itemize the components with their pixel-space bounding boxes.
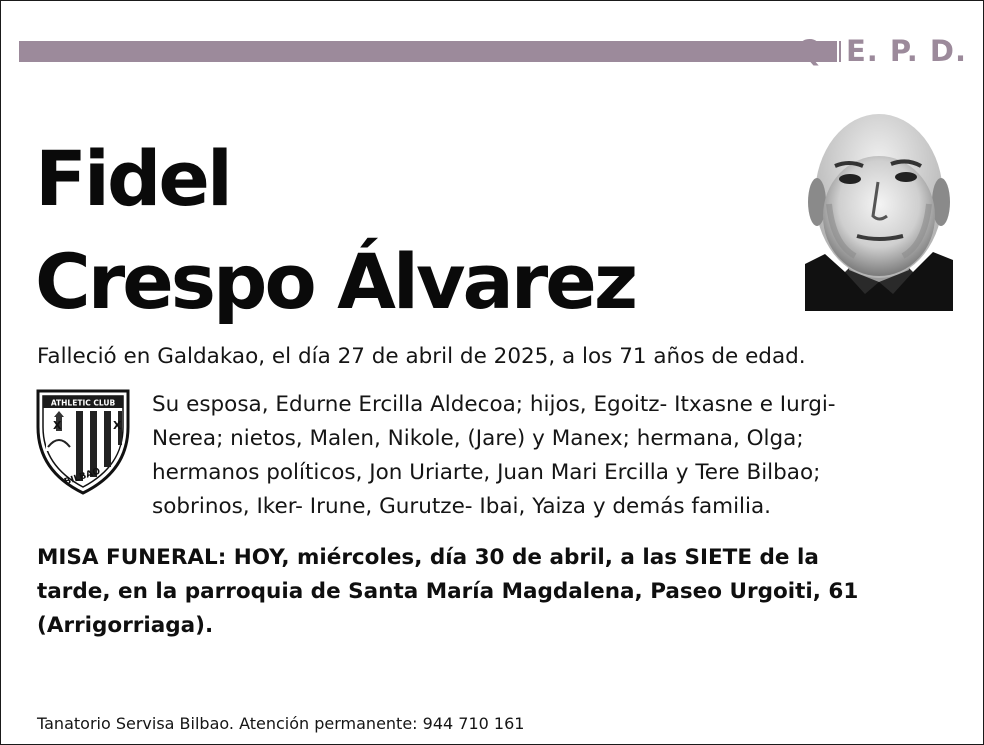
funeral-mass-info xyxy=(37,541,937,643)
funeral-line: tarde, en la parroquia de Santa María Magdalena, Paseo Urgoiti, 61 xyxy=(37,579,859,604)
family-list xyxy=(152,388,952,524)
family-line: Nerea; nietos, Malen, Nikole, (Jare) y Manex; hermana, Olga; xyxy=(152,426,804,451)
family-line: hermanos políticos, Jon Uriarte, Juan Mari Ercilla y Tere Bilbao; xyxy=(152,460,821,485)
athletic-club-crest-icon xyxy=(34,387,132,497)
death-notice: Falleció en Galdakao, el día 27 de abril de 2025, a los 71 años de edad. xyxy=(37,344,806,369)
svg-text:X: X xyxy=(113,419,122,432)
funeral-line: MISA FUNERAL: HOY, miércoles, día 30 de abril, a las SIETE de la xyxy=(37,545,819,570)
qepd-label: Q. E. P. D. xyxy=(797,34,967,68)
portrait-photo-icon xyxy=(805,104,953,311)
family-line: Su esposa, Edurne Ercilla Aldecoa; hijos, Egoitz- Itxasne e Iurgi- xyxy=(152,392,836,417)
crest-city: BILBAO xyxy=(63,466,102,488)
header-bar xyxy=(19,41,837,62)
family-line: sobrinos, Iker- Irune, Gurutze- Ibai, Yaiza y demás familia. xyxy=(152,494,772,519)
funeral-home-contact: Tanatorio Servisa Bilbao. Atención permanente: 944 710 161 xyxy=(37,714,525,733)
surnames: Crespo Álvarez xyxy=(35,237,636,326)
deceased-name xyxy=(35,127,775,333)
funeral-line: (Arrigorriaga). xyxy=(37,613,214,638)
svg-text:X: X xyxy=(53,419,62,432)
first-name: Fidel xyxy=(35,134,230,223)
crest-label: ATHLETIC CLUB xyxy=(50,398,116,408)
